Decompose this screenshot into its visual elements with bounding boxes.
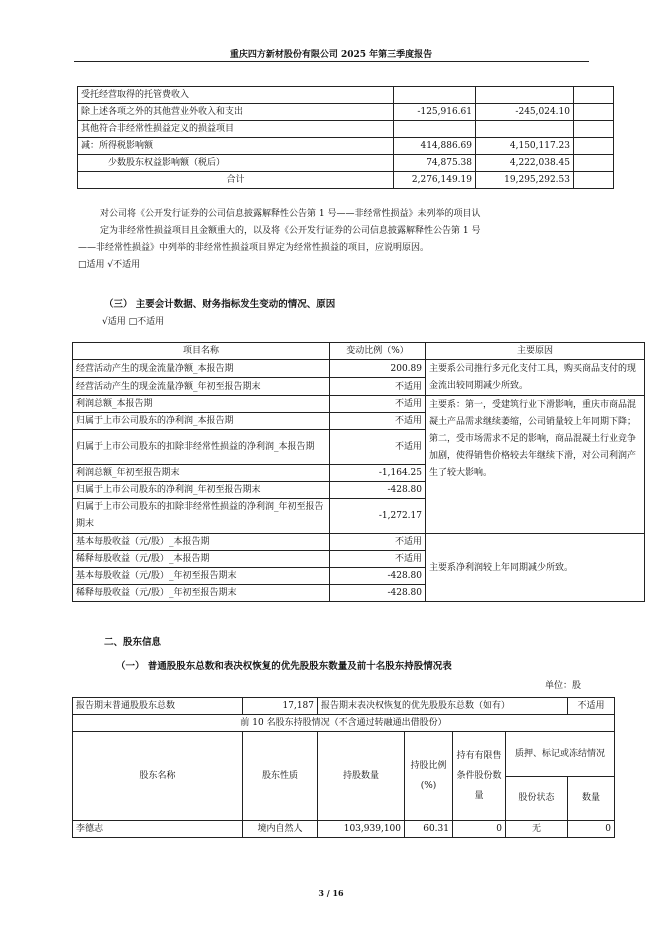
header-item: 项目名称	[73, 343, 330, 360]
header-reason: 主要原因	[426, 343, 645, 360]
unit-label: 单位：股	[545, 681, 582, 691]
metric-name: 基本每股收益（元/股）_本报告期	[73, 534, 330, 551]
current-period-cell: 414,886.69	[394, 138, 476, 155]
change-ratio: -428.80	[330, 482, 426, 499]
ytd-cell: 4,150,117.23	[476, 138, 574, 155]
document-header: 重庆四方新材股份有限公司 2025 年第三季度报告	[229, 50, 433, 60]
table-row	[78, 138, 614, 155]
change-ratio: 不适用	[330, 551, 426, 568]
table-row	[78, 172, 614, 189]
note-cell	[574, 104, 614, 121]
shareholder-nature: 境内自然人	[243, 821, 318, 838]
table-row	[73, 360, 645, 378]
change-ratio: 200.89	[330, 360, 426, 378]
page-number: 3 / 16	[318, 888, 344, 898]
change-ratio: -1,272.17	[330, 499, 426, 534]
col-header-restricted: 持有有限售条件股份数量	[453, 732, 506, 821]
metric-name: 利润总额_年初至报告期末	[73, 465, 330, 482]
note-cell	[574, 87, 614, 104]
table-header-row	[73, 343, 645, 360]
item-cell: 合计	[78, 172, 394, 189]
current-period-cell: 74,875.38	[394, 155, 476, 172]
nonrecurring-table	[77, 86, 614, 189]
top10-caption: 前 10 名股东持股情况（不含通过转融通出借股份）	[73, 715, 615, 732]
current-period-cell: 2,276,149.19	[394, 172, 476, 189]
ytd-cell: 4,222,038.45	[476, 155, 574, 172]
shareholder-name: 李德志	[73, 821, 243, 838]
total-shareholders-label: 报告期末普通股股东总数	[73, 698, 243, 715]
current-period-cell	[394, 87, 476, 104]
table-row	[73, 821, 615, 838]
ytd-cell	[476, 87, 574, 104]
metric-name: 稀释每股收益（元/股）_本报告期	[73, 551, 330, 568]
change-ratio: 不适用	[330, 413, 426, 430]
table-row	[78, 87, 614, 104]
para-line-2: 定为非经常性损益项目且金额重大的，以及将《公开发行证券的公司信息披露解释性公告第 1 号	[100, 226, 481, 236]
change-ratio: -1,164.25	[330, 465, 426, 482]
shareholder-restricted: 0	[453, 821, 506, 838]
change-ratio: 不适用	[330, 378, 426, 396]
para-note	[78, 206, 620, 274]
metric-name: 归属于上市公司股东的净利润_本报告期	[73, 413, 330, 430]
reason-cell: 主要系公司推行多元化支付工具，购买商品支付的现金流出较同期减少所致。	[426, 360, 645, 396]
shareholder-section-title: 二、股东信息	[104, 637, 162, 648]
col-header-name: 股东名称	[73, 732, 243, 821]
col-header-pledge: 质押、标记或冻结情况	[506, 732, 615, 777]
table-row	[73, 534, 645, 551]
item-cell: 除上述各项之外的其他营业外收入和支出	[78, 104, 394, 121]
note-cell	[574, 155, 614, 172]
metric-name: 基本每股收益（元/股）_年初至报告期末	[73, 568, 330, 585]
section-3-title: （三） 主要会计数据、财务指标发生变动的情况、原因	[104, 299, 336, 310]
item-cell: 少数股东权益影响额（税后）	[78, 155, 394, 172]
header-ratio: 变动比例（%）	[330, 343, 426, 360]
table-row	[73, 396, 645, 413]
metric-name: 稀释每股收益（元/股）_年初至报告期末	[73, 585, 330, 602]
shareholder-status: 无	[506, 821, 568, 838]
table-row	[78, 155, 614, 172]
pref-shareholders-value: 不适用	[568, 698, 615, 715]
header-rule	[74, 61, 589, 62]
col-header-ratio: 持股比例(%)	[405, 732, 453, 821]
ytd-cell: 19,295,292.53	[476, 172, 574, 189]
ytd-cell: -245,024.10	[476, 104, 574, 121]
change-ratio: 不适用	[330, 396, 426, 413]
item-cell: 其他符合非经常性损益定义的损益项目	[78, 121, 394, 138]
col-header-nature: 股东性质	[243, 732, 318, 821]
para-line-1: 对公司将《公开发行证券的公司信息披露解释性公告第 1 号——非经常性损益》未列举的项目认	[100, 209, 481, 219]
change-ratio: -428.80	[330, 568, 426, 585]
shareholder-count: 0	[568, 821, 615, 838]
item-cell: 受托经营取得的托管费收入	[78, 87, 394, 104]
metric-name: 归属于上市公司股东的净利润_年初至报告期末	[73, 482, 330, 499]
shareholder-subtitle: （一） 普通股股东总数和表决权恢复的优先股股东数量及前十名股东持股情况表	[116, 661, 452, 672]
note-cell	[574, 121, 614, 138]
pref-shareholders-label: 报告期末表决权恢复的优先股股东总数（如有）	[318, 698, 568, 715]
metric-name: 利润总额_本报告期	[73, 396, 330, 413]
metric-name: 归属于上市公司股东的扣除非经常性损益的净利润_年初至报告期末	[73, 499, 330, 534]
col-header-count: 数量	[568, 776, 615, 821]
change-ratio: 不适用	[330, 430, 426, 465]
change-ratio: 不适用	[330, 534, 426, 551]
item-cell: 减：所得税影响额	[78, 138, 394, 155]
shareholder-ratio: 60.31	[405, 821, 453, 838]
para-line-3: ——非经常性损益》中列举的非经常性损益项目界定为经常性损益的项目，应说明原因。	[78, 243, 430, 253]
metric-name: 经营活动产生的现金流量净额_本报告期	[73, 360, 330, 378]
reason-cell: 主要系：第一，受建筑行业下滑影响，重庆市商品混凝土产品需求继续萎缩，公司销量较上年同期下降；第二，受市场需求不足的影响，商品混凝土行业竞争加剧，使得销售价格较去年继续下滑，对公司利润产生了较大影响。	[426, 396, 645, 534]
reason-cell: 主要系净利润较上年同期减少所致。	[426, 534, 645, 602]
table-row	[78, 104, 614, 121]
current-period-cell: -125,916.61	[394, 104, 476, 121]
section-3-options: √适用 □不适用	[102, 317, 165, 327]
change-table	[72, 342, 645, 602]
shareholder-qty: 103,939,100	[318, 821, 405, 838]
total-shareholders-value: 17,187	[243, 698, 318, 715]
ytd-cell	[476, 121, 574, 138]
current-period-cell	[394, 121, 476, 138]
note-cell	[574, 138, 614, 155]
applicability-options: □适用 √不适用	[78, 260, 141, 270]
metric-name: 经营活动产生的现金流量净额_年初至报告期末	[73, 378, 330, 396]
note-cell	[574, 172, 614, 189]
change-ratio: -428.80	[330, 585, 426, 602]
metric-name: 归属于上市公司股东的扣除非经常性损益的净利润_本报告期	[73, 430, 330, 465]
col-header-qty: 持股数量	[318, 732, 405, 821]
shareholder-table	[72, 697, 615, 838]
table-row	[78, 121, 614, 138]
col-header-status: 股份状态	[506, 776, 568, 821]
